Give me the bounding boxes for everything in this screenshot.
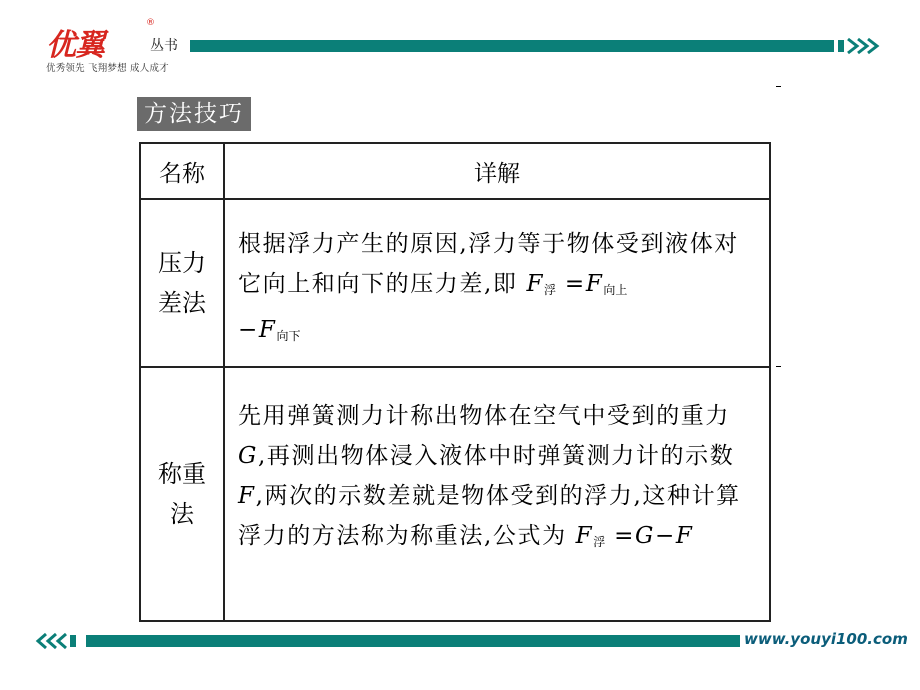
symbol-f: F: [575, 523, 594, 549]
detail-text: =: [605, 523, 635, 549]
method-name: 称重法: [158, 460, 206, 528]
symbol-f: F: [238, 483, 256, 509]
detail-text: 先用弹簧测力计称出物体在空气中受到的重力: [238, 403, 730, 429]
row-name-cell: [139, 198, 225, 368]
symbol-g: G: [238, 443, 258, 469]
detail-text: 根据浮力产生的原因,浮力等于物体受到液体对它向上和向下的压力差,即: [238, 231, 739, 297]
symbol-g: G: [635, 523, 655, 549]
double-arrow-right-icon: [838, 36, 888, 56]
symbol-f: F: [526, 271, 544, 297]
section-title: 方法技巧: [137, 97, 251, 131]
page-mark: [776, 86, 781, 87]
series-label: 丛书: [150, 38, 178, 54]
detail-text: =: [556, 271, 586, 297]
detail-text: −: [238, 317, 259, 343]
row-detail-cell: [223, 198, 771, 368]
subscript: 向上: [603, 283, 628, 297]
header-name: 名称: [159, 160, 205, 187]
subscript: 浮: [544, 283, 557, 297]
header-detail-cell: [223, 142, 771, 200]
symbol-f: F: [258, 317, 277, 343]
footer-bar: [86, 635, 740, 647]
logo-text: 优翼: [46, 28, 104, 63]
detail-text: ,再测出物体浸入液体中时弹簧测力计的示数: [257, 443, 735, 469]
method-name: 压力差法: [158, 249, 206, 317]
detail-text: ,两次的示数差就是物体受到的浮力,这种计算浮力的方法称为称重法,公式为: [238, 483, 741, 549]
detail-text: −: [654, 523, 676, 549]
registered-mark: ®: [146, 18, 155, 28]
row-name-cell: [139, 366, 225, 622]
brand-logo: [46, 18, 186, 74]
row-detail-cell: [223, 366, 771, 622]
header-detail: 详解: [474, 160, 520, 187]
header-bar: [190, 40, 834, 52]
subscript: 浮: [593, 535, 606, 549]
subscript: 向下: [276, 329, 301, 343]
logo-tagline: 优秀领先 飞翔梦想 成人成才: [46, 63, 169, 74]
website-link[interactable]: www.youyi100.com: [744, 630, 908, 648]
symbol-f: F: [585, 271, 604, 297]
method-table: [139, 142, 771, 622]
header-name-cell: [139, 142, 225, 200]
double-arrow-left-icon: [30, 632, 76, 650]
symbol-f: F: [675, 523, 694, 549]
page-mark: [776, 366, 781, 367]
